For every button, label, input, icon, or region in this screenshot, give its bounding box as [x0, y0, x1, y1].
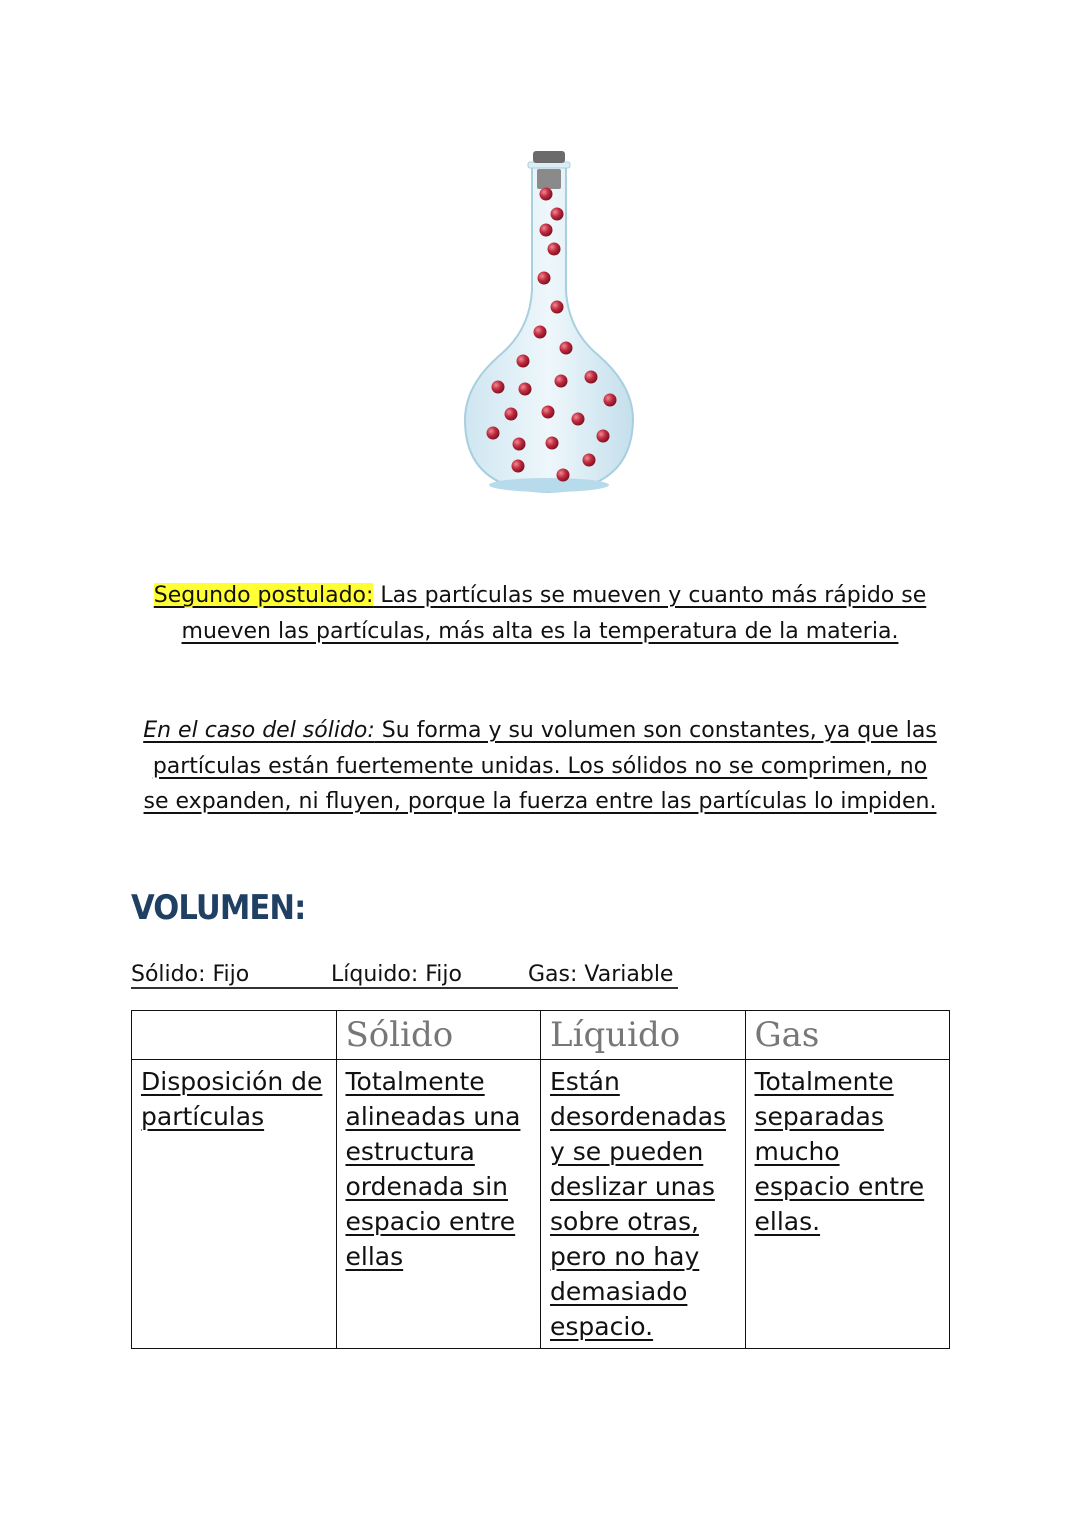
volume-solid: Sólido: Fijo: [131, 962, 250, 987]
solid-case-label: En el caso del sólido:: [143, 718, 375, 743]
cell-liquid: Están desordenadas y se pueden deslizar unas sobre otras, pero no hay demasiado espacio.: [550, 1067, 727, 1341]
flask-particles-illustration: [0, 0, 1080, 520]
postulate-text-2: mueven las partículas, más alta es la temperatura de la materia.: [181, 618, 899, 644]
volume-heading: VOLUMEN:: [131, 888, 306, 928]
volume-underline: [131, 987, 678, 989]
volume-liquid: Líquido: Fijo: [331, 962, 462, 987]
header-empty: [132, 1011, 337, 1060]
cell-solid: Totalmente alineadas una estructura ordenada sin espacio entre ellas: [345, 1067, 521, 1271]
solid-case-line-1: Su forma y su volumen son constantes, ya que las: [374, 718, 937, 743]
cell-gas: Totalmente separadas mucho espacio entre ellas.: [754, 1067, 925, 1236]
header-solid: Sólido: [336, 1011, 541, 1060]
header-liquid: Líquido: [541, 1011, 746, 1060]
row-label: Disposición de partículas: [141, 1067, 323, 1131]
postulate-text-1: Las partículas se mueven y cuanto más rápido se: [373, 583, 927, 608]
postulate-label: Segundo postulado:: [153, 583, 374, 608]
second-postulate-paragraph: [120, 578, 960, 649]
table-header-row: [132, 1011, 950, 1060]
header-gas: Gas: [745, 1011, 950, 1060]
volume-gas: Gas: Variable: [528, 962, 674, 987]
states-table: [131, 1010, 950, 1349]
solid-case-paragraph: [120, 713, 960, 820]
solid-case-line-2: partículas están fuertemente unidas. Los sólidos no se comprimen, no: [152, 753, 928, 779]
solid-case-line-3: se expanden, ni fluyen, porque la fuerza entre las partículas lo impiden.: [143, 789, 937, 814]
table-row: [132, 1060, 950, 1349]
